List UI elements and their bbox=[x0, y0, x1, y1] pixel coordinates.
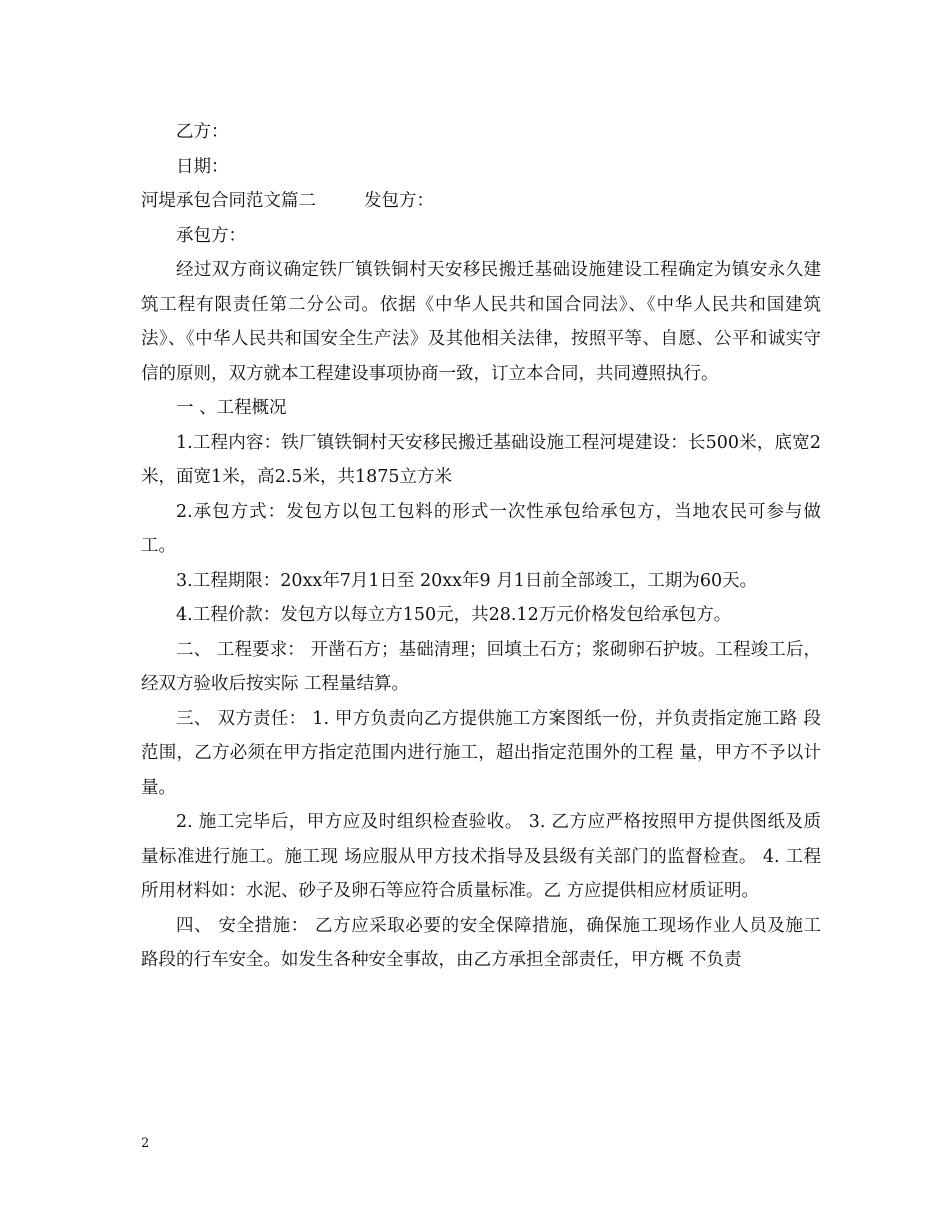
section-title: 河堤承包合同范文篇二 bbox=[141, 191, 316, 211]
date-label: 日期： bbox=[176, 156, 229, 177]
requirements-section: 二、 工程要求： 开凿石方；基础清理；回填土石方；浆砌卵石护坡。工程竣工后，经双方验收后按实际 工程量结算。 bbox=[141, 639, 821, 694]
project-duration-item: 3.工程期限：20xx年7月1日至 20xx年9 月1日前全部竣工，工期为60天。 bbox=[176, 570, 758, 591]
safety-section: 四、 安全措施： 乙方应采取必要的安全保障措施，确保施工现场作业人员及施工 路段的行车安全。如发生各种安全事故，由乙方承担全部责任，甲方概 不负责 bbox=[141, 915, 821, 970]
project-price-item: 4.工程价款：发包方以每立方150元，共28.12万元价格发包给承包方。 bbox=[176, 605, 732, 625]
employer-label: 发包方： bbox=[364, 191, 434, 211]
project-overview-heading: 一 、工程概况 bbox=[176, 398, 287, 418]
page-number: 2 bbox=[141, 1136, 150, 1151]
contract-text bbox=[141, 115, 821, 978]
contract-method-item: 2.承包方式：发包方以包工包料的形式一次性承包给承包方，当地农民可参与做工。 bbox=[141, 501, 821, 556]
party-b-label: 乙方： bbox=[176, 122, 229, 142]
responsibilities-continuation: 2. 施工完毕后，甲方应及时组织检查验收。 3. 乙方应严格按照甲方提供图纸及质量标准进行施工。施工现 场应服从甲方技术指导及县级有关部门的监督检查。 4. 工程所用材料如：水泥、砂子及卵石等应符合质量标准。乙 方应提供相应材质证明。 bbox=[141, 812, 821, 901]
section-title-line bbox=[141, 184, 821, 219]
intro-paragraph: 经过双方商议确定铁厂镇铁铜村天安移民搬迁基础设施建设工程确定为镇安永久建筑工程有限责任第二分公司。依据《中华人民共和国合同法》、《中华人民共和国建筑法》、《中华人民共和国安全生产法》及其他相关法律，按照平等、自愿、公平和诚实守信的原则，双方就本工程建设事项协商一致，订立本合同，共同遵照执行。 bbox=[141, 260, 821, 384]
contractor-label: 承包方： bbox=[176, 225, 246, 246]
project-content-item: 1.工程内容：铁厂镇铁铜村天安移民搬迁基础设施工程河堤建设：长500米，底宽2米，面宽1米，高2.5米，共1875立方米 bbox=[141, 432, 821, 487]
responsibilities-section: 三、 双方责任： 1. 甲方负责向乙方提供施工方案图纸一份，并负责指定施工路 段范围，乙方必须在甲方指定范围内进行施工，超出指定范围外的工程 量，甲方不予以计量。 bbox=[141, 708, 821, 798]
